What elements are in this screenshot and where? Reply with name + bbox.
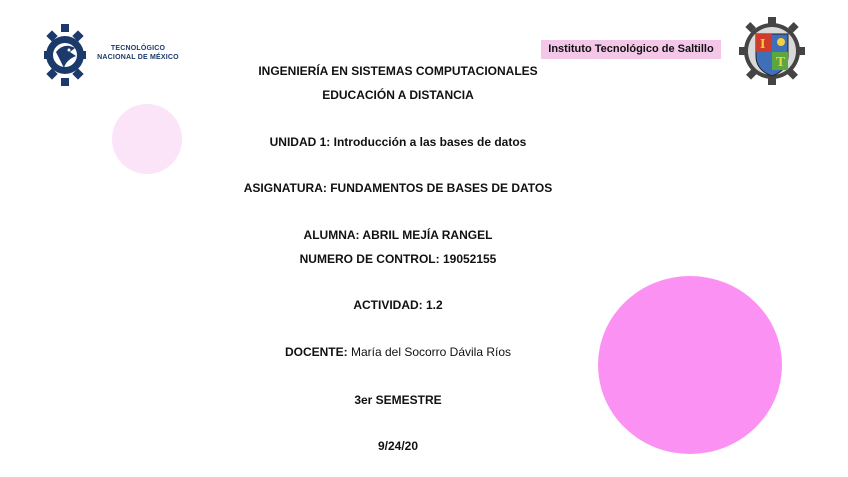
date: 9/24/20: [377, 439, 419, 453]
tecnm-logo-text: [96, 44, 180, 62]
modality-title: EDUCACIÓN A DISTANCIA: [322, 88, 474, 102]
tecnm-logo-line2: NACIONAL DE MÉXICO: [97, 54, 179, 61]
tecnm-logo: [42, 22, 182, 88]
institution-badge: Instituto Tecnológico de Saltillo: [541, 40, 721, 59]
decorative-circle-small: [112, 104, 182, 174]
student-name: ALUMNA: ABRIL MEJÍA RANGEL: [303, 228, 493, 242]
teacher-label: DOCENTE:: [284, 345, 348, 359]
tecnm-gear-eagle-icon: [42, 22, 92, 88]
teacher-name: María del Socorro Dávila Ríos: [350, 345, 512, 359]
unit-title: UNIDAD 1: Introducción a las bases de datos: [269, 135, 527, 149]
its-crest-icon: [738, 16, 806, 86]
subject-title: ASIGNATURA: FUNDAMENTOS DE BASES DE DATOS: [243, 181, 553, 195]
career-title: INGENIERÍA EN SISTEMAS COMPUTACIONALES: [258, 64, 538, 78]
semester: 3er SEMESTRE: [354, 393, 442, 407]
control-number: NUMERO DE CONTROL: 19052155: [299, 252, 497, 266]
teacher-line: [200, 345, 596, 359]
svg-text:I: I: [760, 37, 766, 52]
its-logo: [738, 16, 806, 86]
activity-number: ACTIVIDAD: 1.2: [353, 298, 443, 312]
svg-text:T: T: [776, 55, 786, 70]
tecnm-logo-line1: TECNOLÓGICO: [110, 45, 166, 52]
decorative-circle-large: [598, 276, 782, 454]
